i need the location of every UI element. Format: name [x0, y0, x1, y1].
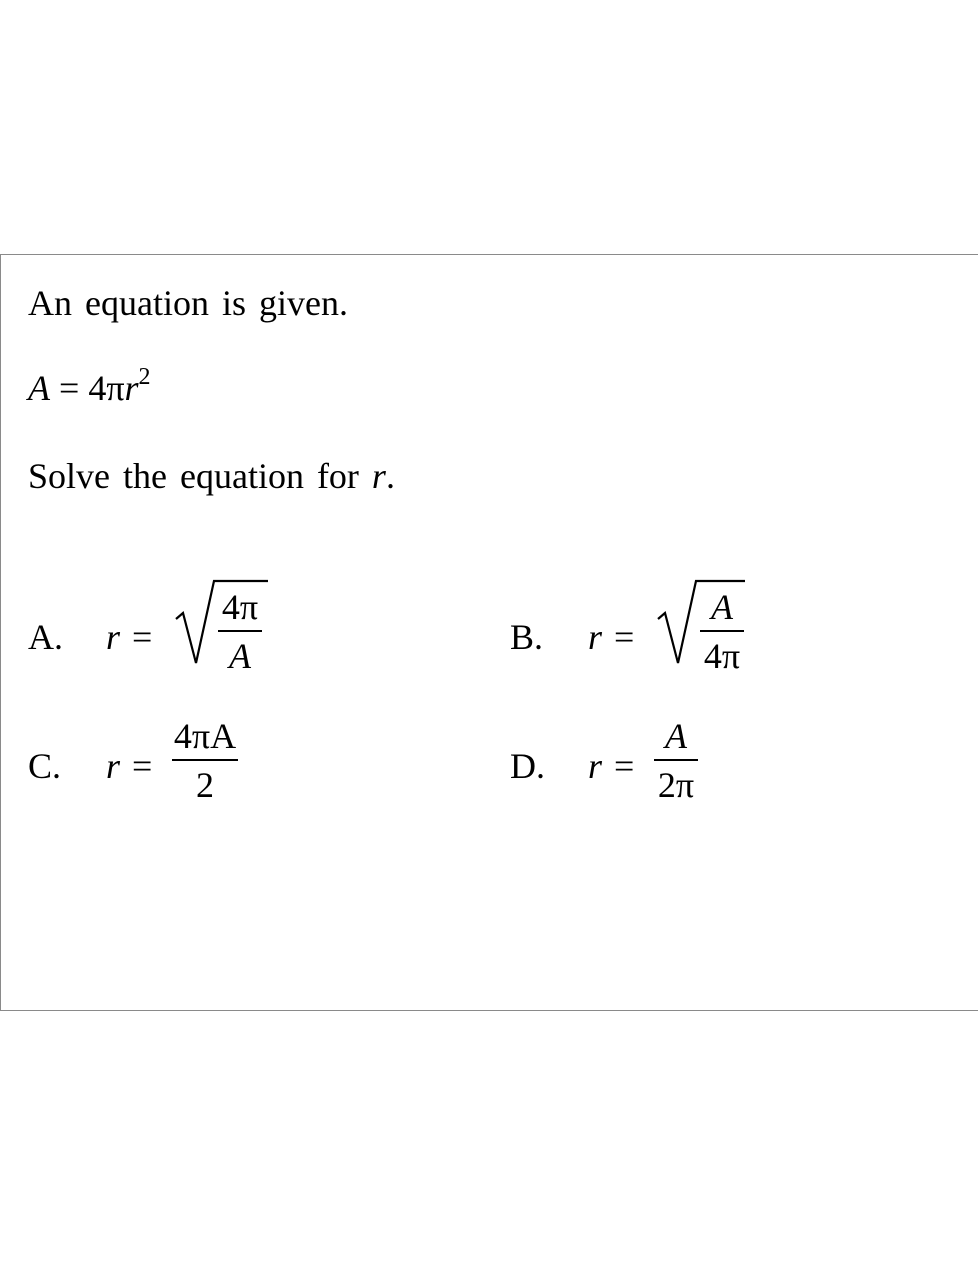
fraction-denominator: 2π	[657, 765, 695, 805]
question-card	[0, 254, 978, 1011]
choice-label: A.	[28, 617, 63, 657]
choice-fraction	[700, 589, 744, 674]
choice-variable: r	[588, 617, 603, 657]
fraction-numerator: A	[711, 587, 733, 627]
fraction-numerator: 4π	[221, 587, 259, 627]
fraction-denominator: A	[229, 636, 251, 676]
given-equation	[28, 364, 151, 408]
choice-fraction	[654, 718, 698, 803]
fraction-bar	[172, 759, 238, 761]
choice-label: C.	[28, 746, 62, 786]
instruction-period: .	[385, 456, 395, 496]
fraction-bar	[654, 759, 698, 761]
instruction-text: Solve the equation for	[28, 456, 359, 496]
choice-equals: =	[132, 617, 153, 657]
equation-lhs: A	[28, 368, 50, 408]
choice-label: B.	[510, 617, 544, 657]
fraction-numerator: A	[665, 716, 687, 756]
choice-fraction	[172, 718, 238, 803]
fraction-bar	[700, 630, 744, 632]
instruction-variable: r	[371, 456, 386, 496]
question-intro: An equation is given.	[28, 283, 348, 323]
choice-variable: r	[106, 746, 121, 786]
equation-coefficient: 4π	[88, 368, 125, 408]
fraction-denominator: 2	[196, 765, 214, 805]
choice-equals: =	[614, 746, 635, 786]
equation-exponent: 2	[138, 364, 151, 390]
numerator-text: 4πA	[173, 716, 237, 756]
equation-equals: =	[59, 368, 80, 408]
question-instruction	[28, 458, 395, 494]
fraction-denominator: 4π	[703, 636, 741, 676]
fraction-numerator	[172, 718, 238, 754]
fraction-bar	[218, 630, 262, 632]
choice-equals: =	[132, 746, 153, 786]
choice-fraction	[218, 589, 262, 674]
choice-variable: r	[588, 746, 603, 786]
choice-variable: r	[106, 617, 121, 657]
equation-variable: r	[124, 368, 139, 408]
choice-label: D.	[510, 746, 545, 786]
choice-equals: =	[614, 617, 635, 657]
